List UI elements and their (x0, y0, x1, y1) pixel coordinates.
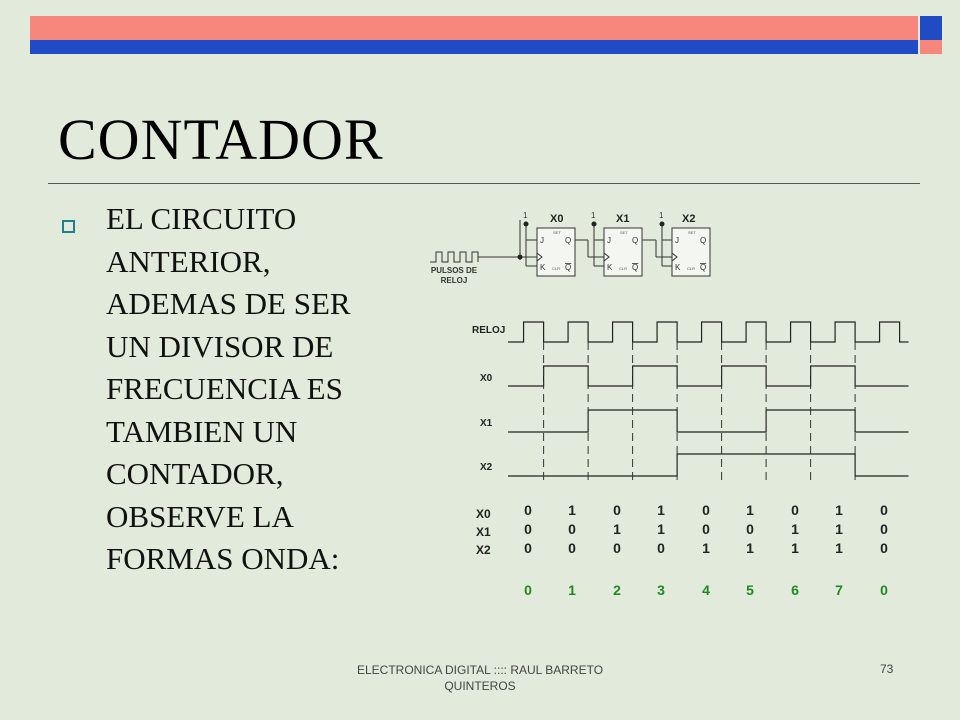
state-bit-x2: 0 (880, 540, 888, 556)
slide-title: CONTADOR (58, 107, 384, 172)
waveform-x0 (508, 366, 909, 386)
pin-clr-label: CLR (619, 266, 628, 271)
input-label: RELOJ (440, 276, 468, 285)
pin-set-label: SET (553, 230, 561, 235)
input-label: PULSOS DE (430, 266, 478, 275)
pin-k-label: K (675, 263, 681, 272)
state-count: 7 (835, 582, 843, 598)
waveform-x2 (508, 454, 909, 476)
pin-clr-label: CLR (687, 266, 696, 271)
state-bit-x0: 1 (835, 502, 843, 518)
clock-waveform (508, 322, 909, 342)
pin-j-label: J (540, 236, 544, 245)
state-bit-x0: 1 (657, 502, 665, 518)
footer-line: QUINTEROS (444, 679, 516, 693)
state-count: 5 (746, 582, 754, 598)
body-line: UN DIVISOR DE (106, 328, 334, 364)
state-bit-x1: 0 (524, 521, 532, 537)
j-level-label: 1 (591, 211, 596, 220)
state-bit-x2: 0 (568, 540, 576, 556)
state-bit-x1: 1 (657, 521, 665, 537)
state-bit-x2: 0 (657, 540, 665, 556)
pin-q-label: Q (700, 236, 707, 245)
body-line: CONTADOR, (106, 456, 284, 491)
body-line: TAMBIEN UN (106, 413, 298, 449)
state-bit-x1: 0 (702, 521, 710, 537)
ff-name-labels (550, 213, 695, 225)
state-count: 3 (657, 582, 665, 598)
input-labels (431, 266, 478, 285)
state-bit-x0: 0 (880, 502, 888, 518)
header-bar-red (30, 16, 918, 40)
body-line: ANTERIOR, (106, 243, 271, 279)
counter-diagram (420, 200, 920, 615)
state-count: 6 (791, 582, 799, 598)
ff-name-label: X0 (550, 213, 564, 225)
junction-dot (518, 255, 523, 260)
footer-line: ELECTRONICA DIGITAL :::: RAUL BARRETO (356, 663, 604, 677)
pin-qbar-label: Q (700, 263, 707, 272)
pin-qbar-label: Q (565, 263, 572, 272)
state-count: 0 (880, 582, 888, 598)
state-bit-x0: 0 (613, 502, 621, 518)
pulse-symbol-icon (430, 252, 478, 262)
junction-dot (524, 222, 529, 227)
state-bit-x0: 1 (746, 502, 754, 518)
body-line: FORMAS ONDA: (106, 541, 340, 576)
pin-set-label: SET (688, 230, 696, 235)
signal-labels (472, 325, 505, 473)
corner-square-red (920, 40, 942, 54)
signal-label-reloj: RELOJ (472, 325, 506, 336)
pin-j-label: J (675, 236, 679, 245)
state-bit-x1: 0 (746, 521, 754, 537)
signal-label-x1: X1 (480, 418, 493, 429)
pin-q-label: Q (632, 236, 639, 245)
title-divider (48, 183, 920, 184)
table-label-x0: X0 (476, 507, 491, 521)
state-bit-x1: 0 (880, 521, 888, 537)
state-bit-x1: 0 (568, 521, 576, 537)
footer-text (330, 662, 630, 694)
j-level-label: 1 (659, 211, 664, 220)
body-line: ADEMAS DE SER (106, 286, 351, 321)
body-line: FRECUENCIA ES (106, 371, 343, 406)
table-labels (476, 507, 491, 557)
counter-diagram-svg (420, 200, 920, 610)
pin-set-label: SET (620, 230, 628, 235)
table-label-x2: X2 (476, 543, 491, 557)
junction-dot (592, 222, 597, 227)
pin-k-label: K (540, 263, 546, 272)
table-label-x1: X1 (476, 525, 491, 539)
state-bit-x1: 1 (613, 521, 621, 537)
signal-label-x2: X2 (480, 462, 493, 473)
bullet-square-icon (62, 220, 75, 233)
state-count: 1 (568, 582, 576, 598)
state-bit-x2: 1 (746, 540, 754, 556)
ff-name-label: X1 (616, 213, 630, 225)
state-bit-x2: 0 (613, 540, 621, 556)
state-bit-x1: 1 (835, 521, 843, 537)
state-count: 2 (613, 582, 621, 598)
junction-dot (660, 222, 665, 227)
body-line: OBSERVE LA (106, 498, 294, 534)
pin-j-label: J (607, 236, 611, 245)
pin-qbar-label: Q (632, 263, 639, 272)
state-count: 0 (524, 582, 532, 598)
timing-diagram (508, 322, 909, 485)
state-table (524, 502, 888, 598)
ff-name-label: X2 (682, 213, 696, 225)
state-bit-x2: 1 (791, 540, 799, 556)
state-count: 4 (702, 582, 710, 598)
state-bit-x1: 1 (791, 521, 799, 537)
body-line: EL CIRCUITO (106, 201, 297, 236)
pin-q-label: Q (565, 236, 572, 245)
slide-body (106, 198, 426, 581)
state-bit-x2: 0 (524, 540, 532, 556)
page-number: 73 (880, 662, 894, 676)
header-bar-blue (30, 40, 918, 54)
state-bit-x0: 0 (702, 502, 710, 518)
state-bit-x2: 1 (835, 540, 843, 556)
waveform-x1 (508, 410, 909, 432)
j-level-label: 1 (523, 211, 528, 220)
pin-clr-label: CLR (552, 266, 561, 271)
pin-k-label: K (607, 263, 613, 272)
state-bit-x0: 0 (524, 502, 532, 518)
state-bit-x0: 0 (791, 502, 799, 518)
state-bit-x0: 1 (568, 502, 576, 518)
state-bit-x2: 1 (702, 540, 710, 556)
signal-label-x0: X0 (480, 373, 493, 384)
corner-square-blue (920, 16, 942, 40)
